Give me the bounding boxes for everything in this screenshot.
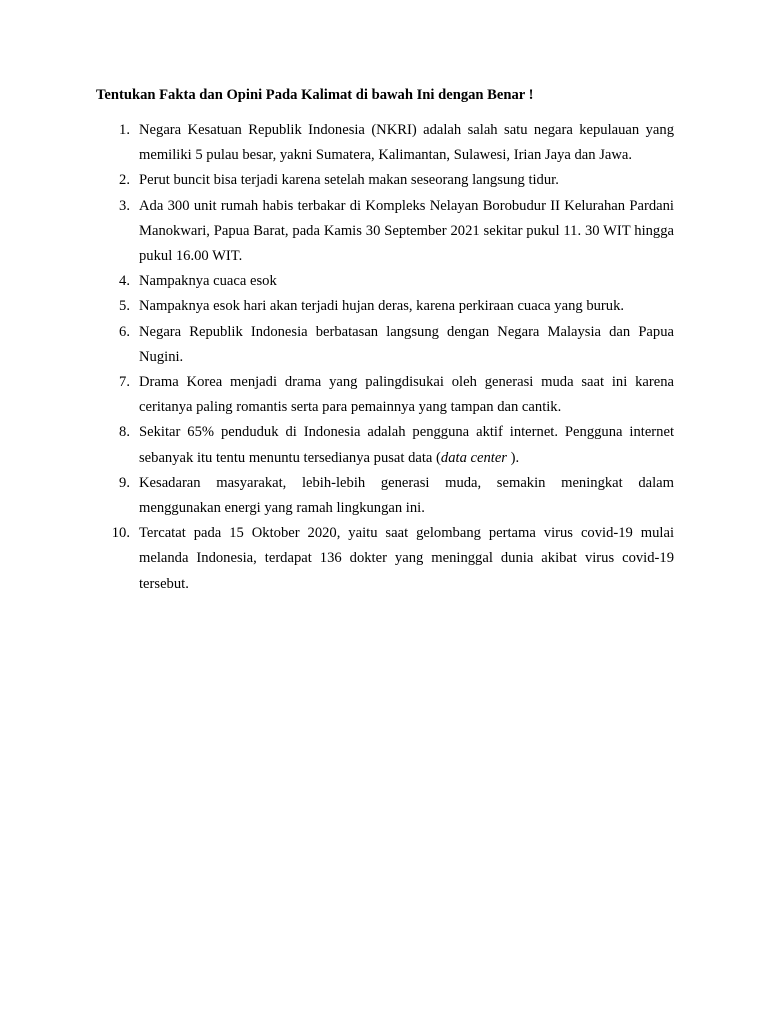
item-number: 9. [119,474,130,491]
item-number: 7. [119,374,130,391]
item-text-after: ). [506,449,520,466]
list-item [96,294,674,319]
item-number: 4. [119,273,130,290]
item-text-italic: data center [440,449,507,466]
list-item [96,269,674,294]
item-text: Tercatat pada 15 Oktober 2020, yaitu saat gelombang pertama virus covid-19 mulai melanda Indonesia, terdapat 136 dokter yang meninggal dunia akibat virus covid-19 tersebut. [139,525,674,592]
item-number: 3. [119,197,130,214]
item-number: 2. [119,172,130,189]
list-item [96,521,674,597]
item-number: 5. [119,298,130,315]
item-number: 6. [119,323,130,340]
item-text-before: Sekitar 65% penduduk di Indonesia adalah pengguna aktif internet. Pengguna internet sebanyak itu tentu menuntu tersedianya pusat data ( [139,424,674,466]
item-number: 8. [119,424,130,441]
list-item [96,320,674,370]
item-text: Negara Kesatuan Republik Indonesia (NKRI) adalah salah satu negara kepulauan yang memiliki 5 pulau besar, yakni Sumatera, Kalimantan, Sulawesi, Irian Jaya dan Jawa. [139,122,674,164]
item-text: Ada 300 unit rumah habis terbakar di Kompleks Nelayan Borobudur II Kelurahan Pardani Manokwari, Papua Barat, pada Kamis 30 September 2021 sekitar pukul 11. 30 WIT hingga pukul 16.00 WIT. [139,197,674,265]
list-item [96,420,674,470]
item-text: Nampaknya esok hari akan terjadi hujan deras, karena perkiraan cuaca yang buruk. [139,298,625,315]
item-text: Nampaknya cuaca esok [139,273,277,290]
item-text: Kesadaran masyarakat, lebih-lebih generasi muda, semakin meningkat dalam menggunakan energi yang ramah lingkungan ini. [139,474,674,517]
item-text: Negara Republik Indonesia berbatasan langsung dengan Negara Malaysia dan Papua Nugini. [139,323,674,365]
list-item [96,168,674,193]
item-number: 1. [119,122,130,138]
list-item [96,471,674,521]
item-number: 10. [111,525,130,542]
list-item [96,118,674,168]
statement-list [96,118,674,597]
document-title: Tentukan Fakta dan Opini Pada Kalimat di bawah Ini dengan Benar ! [96,87,534,103]
list-item [96,370,674,420]
item-text: Perut buncit bisa terjadi karena setelah makan seseorang langsung tidur. [139,172,559,189]
item-text: Drama Korea menjadi drama yang palingdisukai oleh generasi muda saat ini karena ceritanya paling romantis serta para pemainnya yang tampan dan cantik. [139,374,674,416]
list-item [96,194,674,270]
